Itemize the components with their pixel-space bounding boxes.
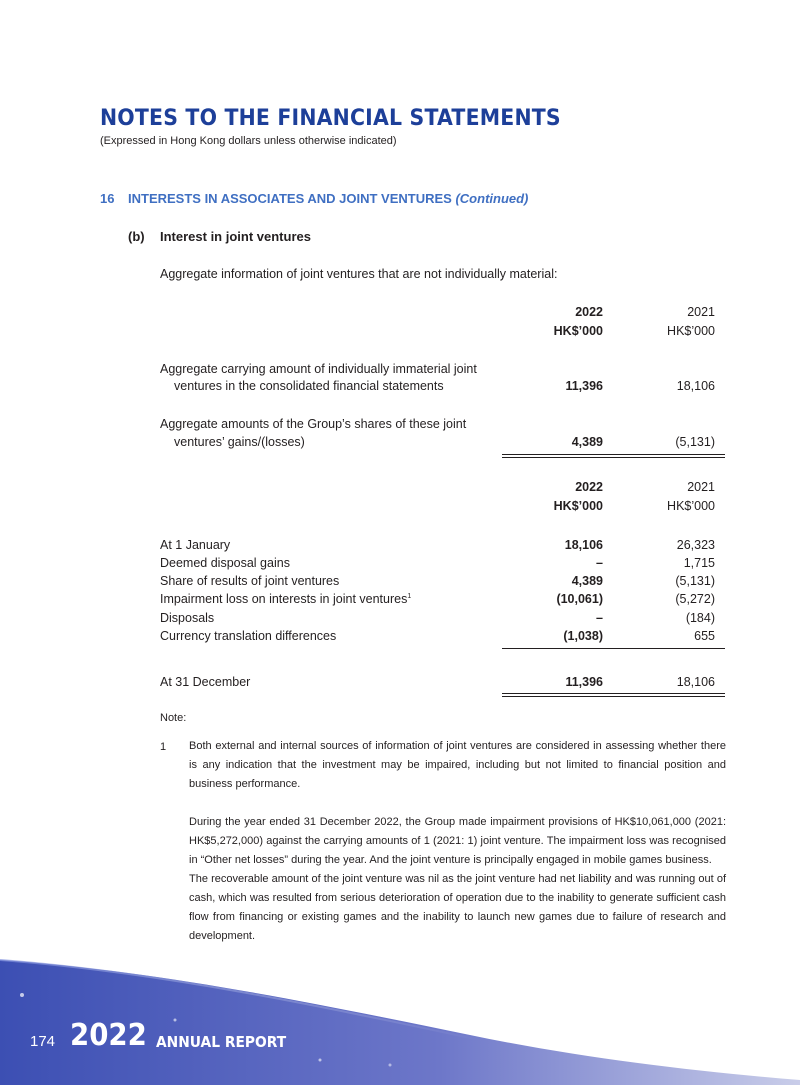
note-number: 1: [160, 741, 167, 753]
footer-report-title: ANNUAL REPORT: [156, 1033, 287, 1051]
table1-unit-header: [160, 324, 725, 344]
table-row: [160, 379, 725, 399]
section-number: 16: [100, 191, 115, 206]
table2-unit-header: [160, 499, 725, 519]
value-2022: (10,061): [556, 592, 603, 606]
double-rule: [616, 454, 725, 455]
row-label: At 31 December: [160, 675, 251, 689]
row-label: At 1 January: [160, 538, 231, 552]
table-row: [160, 435, 725, 455]
value-2021: 1,715: [683, 556, 715, 570]
intro-text: Aggregate information of joint ventures that are not individually material:: [160, 267, 558, 281]
double-rule: [616, 693, 725, 694]
row-label: Aggregate carrying amount of individually immaterial joint: [160, 362, 477, 376]
double-rule: [502, 693, 616, 694]
table1-year-2021: 2021: [687, 305, 715, 319]
table2-year-2021: 2021: [687, 480, 715, 494]
page-title: NOTES TO THE FINANCIAL STATEMENTS: [100, 106, 561, 131]
double-rule: [502, 454, 616, 455]
value-2021: (184): [685, 611, 715, 625]
footnote-ref: 1: [407, 592, 412, 600]
value-2021: 18,106: [676, 379, 715, 393]
subsection-heading: [128, 229, 311, 244]
value-2021: 26,323: [676, 538, 715, 552]
footer-year: 2022: [70, 1018, 147, 1053]
table1-unit-2021: HK$’000: [667, 324, 715, 338]
table-row: [160, 592, 725, 612]
row-label: Deemed disposal gains: [160, 556, 290, 570]
double-rule: [502, 696, 616, 697]
row-label-text: Impairment loss on interests in joint ventures: [160, 592, 408, 606]
value-2021: 18,106: [676, 675, 715, 689]
table-row: [160, 556, 725, 576]
table1-unit-2022: HK$’000: [553, 324, 603, 338]
note-paragraph: The recoverable amount of the joint venture was nil as the joint venture had net liability and was running out of cash, which was resulted from serious deterioration of operation due to the inability to generate sufficient cash flow from financing or existing games and the inability to launch new games due to failure of research and development.: [189, 873, 726, 942]
double-rule: [616, 457, 725, 458]
value-2021: (5,272): [675, 592, 715, 606]
page-subtitle: (Expressed in Hong Kong dollars unless otherwise indicated): [100, 135, 397, 147]
double-rule: [502, 457, 616, 458]
value-2022: –: [596, 556, 603, 570]
value-2022: 4,389: [571, 574, 603, 588]
table2-year-header: [160, 480, 725, 500]
note-heading: Note:: [160, 712, 187, 724]
value-2022: 4,389: [571, 435, 603, 449]
row-label: Disposals: [160, 611, 215, 625]
section-title: INTERESTS IN ASSOCIATES AND JOINT VENTURES: [128, 191, 452, 206]
value-2022: –: [596, 611, 603, 625]
table2-unit-2022: HK$’000: [553, 499, 603, 513]
row-label: Share of results of joint ventures: [160, 574, 340, 588]
row-label: [160, 592, 411, 606]
row-label: ventures in the consolidated financial statements: [174, 379, 444, 393]
value-2021: (5,131): [675, 574, 715, 588]
table-total-row: [160, 675, 725, 695]
note-paragraph: Both external and internal sources of information of joint ventures are considered in assessing whether there is any indication that the investment may be impaired, including but not limited to financial position and business performance.: [189, 740, 726, 790]
subsection-label: (b): [128, 229, 145, 244]
table-row: [160, 538, 725, 558]
table-row: [160, 574, 725, 594]
subtotal-rule: [502, 648, 616, 649]
value-2021: 655: [694, 629, 715, 643]
value-2022: 18,106: [564, 538, 603, 552]
table2-year-2022: 2022: [575, 480, 603, 494]
value-2022: 11,396: [565, 675, 603, 689]
value-2021: (5,131): [675, 435, 715, 449]
page-number: 174: [30, 1033, 56, 1050]
value-2022: 11,396: [565, 379, 603, 393]
table2-unit-2021: HK$’000: [667, 499, 715, 513]
row-label: ventures’ gains/(losses): [174, 435, 305, 449]
table-row: [160, 629, 725, 649]
section-continued: (Continued): [455, 191, 529, 206]
subsection-title: Interest in joint ventures: [160, 229, 311, 244]
value-2022: (1,038): [563, 629, 603, 643]
row-label: Currency translation differences: [160, 629, 337, 643]
double-rule: [616, 696, 725, 697]
footer-band: [0, 940, 800, 1085]
subtotal-rule: [616, 648, 725, 649]
section-heading: [100, 191, 528, 206]
table1-year-2022: 2022: [575, 305, 603, 319]
table1-year-header: [160, 305, 725, 325]
row-label: Aggregate amounts of the Group’s shares of these joint: [160, 417, 467, 431]
note-paragraph: During the year ended 31 December 2022, the Group made impairment provisions of HK$10,061,000 (2021: HK$5,272,000) against the carrying amounts of 1 (2021: 1) joint venture. The impairment loss was recognised in “Other net losses” during the year. And the joint venture is principally engaged in mobile games business.: [189, 816, 726, 866]
table-row: [160, 611, 725, 631]
table-row: [160, 417, 725, 437]
